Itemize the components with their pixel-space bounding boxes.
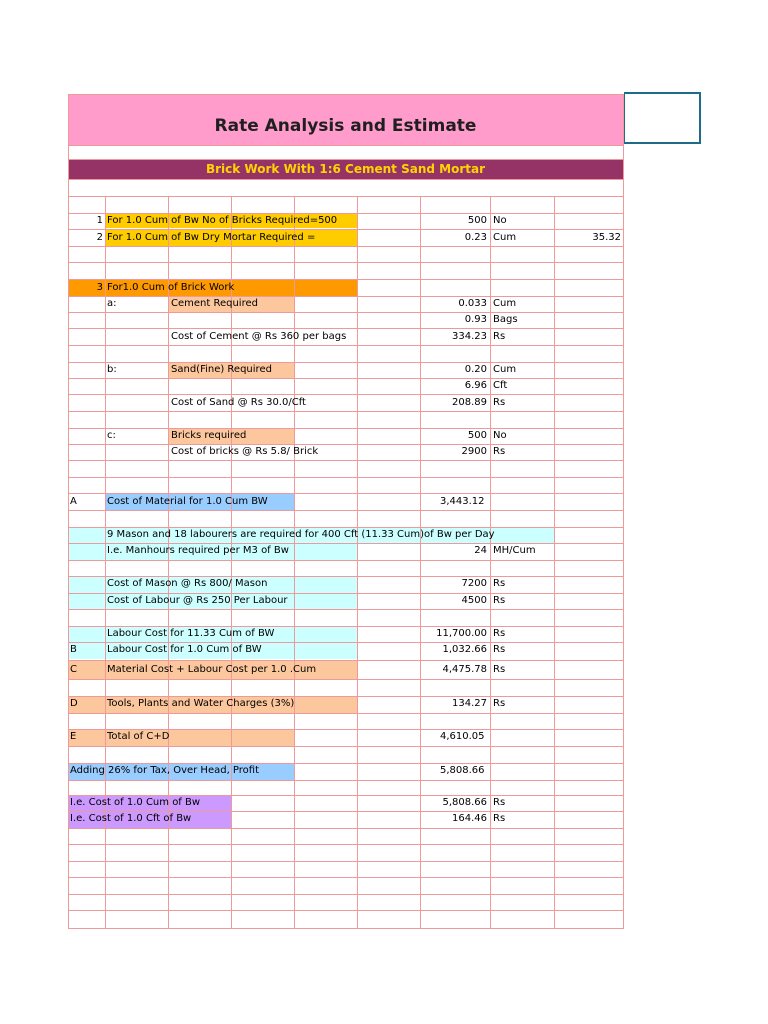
row-line [68, 460, 624, 461]
cell-labour_cost-desc: Cost of Labour @ Rs 250 Per Labour [107, 595, 288, 606]
cell-c_cost-unit: Rs [493, 446, 506, 457]
cell-r1-unit: No [493, 215, 507, 226]
cell-r1-no: 1 [96, 215, 103, 226]
cell-D-unit: Rs [493, 698, 506, 709]
cell-a_cost-desc: Cost of Cement @ Rs 360 per bags [171, 331, 347, 342]
row-line [68, 928, 624, 929]
row-line [68, 660, 624, 661]
page-title: Rate Analysis and Estimate [214, 116, 477, 136]
outer-column-line [623, 94, 624, 928]
row-line [68, 543, 624, 544]
row-line [68, 179, 624, 180]
cell-cost_cum-qty: 5,808.66 [442, 797, 487, 808]
cell-D-desc: Tools, Plants and Water Charges (3%) [107, 698, 295, 709]
row-line [68, 428, 624, 429]
row-line [68, 861, 624, 862]
cell-mason_note-desc: 9 Mason and 18 labourers are required for 400 Cft (11.33 Cum)of Bw per Day [107, 529, 495, 540]
cell-c-label: c: [107, 430, 116, 441]
cell-manhours-qty: 24 [474, 545, 487, 556]
cell-C-qty: 4,475.78 [442, 664, 487, 675]
cell-A-label: A [70, 496, 77, 507]
cell-E-qty: 4,610.05 [440, 731, 485, 742]
cell-b-unit: Cum [493, 364, 517, 375]
cell-a_bags-qty: 0.93 [464, 314, 487, 325]
row-line [68, 510, 624, 511]
cell-r2-qty: 0.23 [464, 232, 487, 243]
cell-labour_cost-unit: Rs [493, 595, 506, 606]
cell-mason_cost-desc: Cost of Mason @ Rs 800/ Mason [107, 578, 268, 589]
row-line [68, 576, 624, 577]
row-line [68, 362, 624, 363]
cell-labour_total-unit: Rs [493, 628, 506, 639]
cell-labour_cost-qty: 4500 [461, 595, 487, 606]
cell-B-unit: Rs [493, 644, 506, 655]
row-line [68, 780, 624, 781]
row-line [68, 910, 624, 911]
cell-tax-desc: Adding 26% for Tax, Over Head, Profit [70, 765, 260, 776]
row-line [68, 213, 624, 214]
cell-manhours-unit: MH/Cum [493, 545, 536, 556]
outer-column-line [68, 94, 69, 928]
column-line [357, 196, 358, 928]
cell-r2-unit: Cum [493, 232, 517, 243]
row-line [68, 828, 624, 829]
cell-labour_total-qty: 11,700.00 [436, 628, 487, 639]
cell-b-desc: Sand(Fine) Required [171, 364, 272, 375]
row-line [68, 196, 624, 197]
row-line [68, 894, 624, 895]
row-line [68, 229, 624, 230]
row-line [68, 444, 624, 445]
cell-b_cost-qty: 208.89 [452, 397, 487, 408]
row-line [68, 811, 624, 812]
cell-a-qty: 0.033 [458, 298, 487, 309]
row-line [68, 411, 624, 412]
cell-cost_cum-unit: Rs [493, 797, 506, 808]
cell-r2-desc: For 1.0 Cum of Bw Dry Mortar Required = [107, 232, 316, 243]
row-line [68, 159, 624, 160]
cell-a-unit: Cum [493, 298, 517, 309]
cell-r1-qty: 500 [467, 215, 487, 226]
row-line [68, 877, 624, 878]
row-line [68, 609, 624, 610]
row-line [68, 593, 624, 594]
column-line [554, 196, 555, 928]
row-line [68, 328, 624, 329]
cell-b_cft-qty: 6.96 [464, 380, 487, 391]
row-line [68, 696, 624, 697]
cell-a-desc: Cement Required [171, 298, 258, 309]
cell-b_cft-unit: Cft [493, 380, 508, 391]
cell-b-label: b: [107, 364, 117, 375]
column-line [490, 196, 491, 928]
row-line [68, 560, 624, 561]
row-line [68, 626, 624, 627]
cell-C-unit: Rs [493, 664, 506, 675]
cell-c-qty: 500 [467, 430, 487, 441]
cell-D-label: D [70, 698, 78, 709]
row-line [68, 279, 624, 280]
row-line [68, 795, 624, 796]
cell-a_cost-unit: Rs [493, 331, 506, 342]
row-line [68, 296, 624, 297]
cell-E-desc: Total of C+D [107, 731, 170, 742]
row-line [68, 713, 624, 714]
cell-a-label: a: [107, 298, 117, 309]
cell-r2-no: 2 [96, 232, 103, 243]
cell-b-qty: 0.20 [464, 364, 487, 375]
cell-cost_cft-desc: I.e. Cost of 1.0 Cft of Bw [70, 813, 192, 824]
row-line [68, 94, 624, 95]
row-line [68, 729, 624, 730]
cell-A-qty: 3,443.12 [440, 496, 485, 507]
cell-E-label: E [70, 731, 77, 742]
cell-tax-qty: 5,808.66 [440, 765, 485, 776]
row-line [68, 477, 624, 478]
row-line [68, 246, 624, 247]
cell-r1-desc: For 1.0 Cum of Bw No of Bricks Required=500 [107, 215, 338, 226]
cell-r2-extra: 35.32 [592, 232, 621, 243]
cell-B-qty: 1,032.66 [442, 644, 487, 655]
row-line [68, 493, 624, 494]
cell-labour_total-desc: Labour Cost for 11.33 Cum of BW [107, 628, 275, 639]
cell-r3-desc: For1.0 Cum of Brick Work [107, 282, 235, 293]
cell-b_cost-desc: Cost of Sand @ Rs 30.0/Cft [171, 397, 306, 408]
adjacent-cell-frame [624, 92, 701, 144]
cell-cost_cft-qty: 164.46 [452, 813, 487, 824]
cell-a_cost-qty: 334.23 [452, 331, 487, 342]
cell-B-desc: Labour Cost for 1.0 Cum of BW [107, 644, 262, 655]
cell-cost_cft-unit: Rs [493, 813, 506, 824]
row-line [68, 312, 624, 313]
cell-c-unit: No [493, 430, 507, 441]
cell-c-desc: Bricks required [171, 430, 247, 441]
row-line [68, 642, 624, 643]
row-line [68, 262, 624, 263]
cell-B-label: B [70, 644, 77, 655]
cell-a_bags-unit: Bags [493, 314, 518, 325]
cell-cost_cum-desc: I.e. Cost of 1.0 Cum of Bw [70, 797, 201, 808]
cell-mason_cost-qty: 7200 [461, 578, 487, 589]
row-line [68, 394, 624, 395]
cell-mason_cost-unit: Rs [493, 578, 506, 589]
section-subtitle: Brick Work With 1:6 Cement Sand Mortar [205, 162, 485, 176]
fill-E [68, 729, 294, 746]
cell-C-label: C [70, 664, 77, 675]
row-line [68, 145, 624, 146]
cell-c_cost-qty: 2900 [461, 446, 487, 457]
cell-A-desc: Cost of Material for 1.0 Cum BW [107, 496, 268, 507]
row-line [68, 378, 624, 379]
column-line [294, 196, 295, 928]
cell-b_cost-unit: Rs [493, 397, 506, 408]
cell-r3-no: 3 [96, 282, 103, 293]
row-line [68, 679, 624, 680]
cell-C-desc: Material Cost + Labour Cost per 1.0 .Cum [107, 664, 317, 675]
row-line [68, 746, 624, 747]
row-line [68, 763, 624, 764]
row-line [68, 345, 624, 346]
row-line [68, 527, 624, 528]
cell-c_cost-desc: Cost of bricks @ Rs 5.8/ Brick [171, 446, 319, 457]
row-line [68, 844, 624, 845]
cell-D-qty: 134.27 [452, 698, 487, 709]
cell-manhours-desc: I.e. Manhours required per M3 of Bw [107, 545, 289, 556]
